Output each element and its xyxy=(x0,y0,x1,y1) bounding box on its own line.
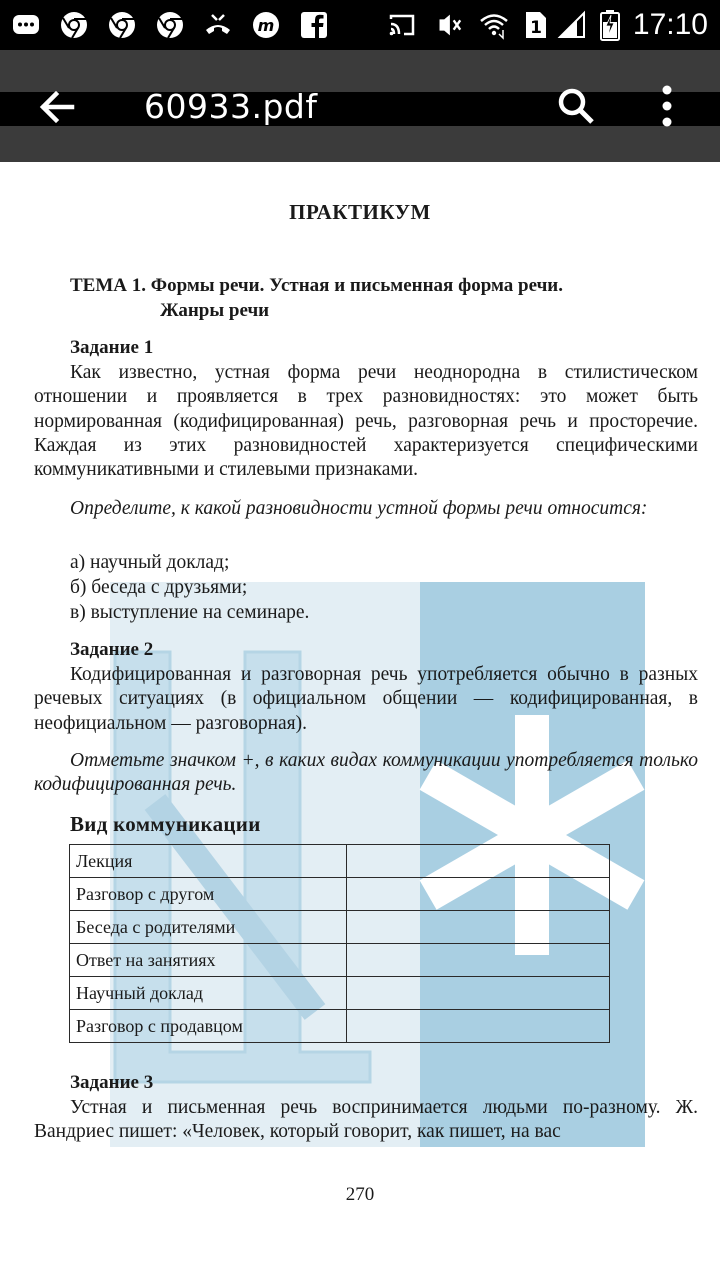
search-icon xyxy=(556,86,596,126)
table-row xyxy=(70,977,610,1010)
page-number: 270 xyxy=(345,1184,375,1205)
sim-icon xyxy=(520,9,552,41)
table-row xyxy=(70,911,610,944)
search-button[interactable] xyxy=(550,82,602,130)
task-2-text: Кодифицированная и разговорная речь употребляется обычно в разных речевых ситуациях (в официальном общении — кодифицированная, в неофициальном — разговорная). xyxy=(34,664,698,734)
call-icon xyxy=(202,9,234,41)
battery-icon xyxy=(594,9,626,41)
task-3-title: Задание 3 xyxy=(70,1072,154,1093)
list-item: а) научный доклад; xyxy=(70,552,230,573)
more-vert-icon xyxy=(661,84,673,128)
table-cell-mark[interactable] xyxy=(347,944,610,977)
table-title: Вид коммуникации xyxy=(70,812,261,836)
svg-text:1: 1 xyxy=(530,18,542,38)
table-row xyxy=(70,845,610,878)
table-cell-mark[interactable] xyxy=(347,845,610,878)
vibrate-icon xyxy=(432,9,464,41)
app-bar xyxy=(0,92,720,126)
page-text-layer xyxy=(0,162,720,1280)
app-m-icon xyxy=(250,9,282,41)
task-3-text: Устная и письменная речь воспринимается людьми по-разному. Ж. Вандриес пишет: «Человек, который говорит, как пишет, на вас xyxy=(34,1097,698,1143)
table-cell-mark[interactable] xyxy=(347,878,610,911)
table-row xyxy=(70,944,610,977)
clock-time: 17:10 xyxy=(632,8,708,41)
document-title: 60933.pdf xyxy=(144,87,318,126)
table-cell-mark[interactable] xyxy=(347,911,610,944)
communication-table xyxy=(69,844,610,1043)
task-1-text: Как известно, устная форма речи неоднородна в стилистическом отношении и проявляется в трех разновидностях: это может быть нормированная (кодифицированная) речь, разговорная речь и просторечие. Каждая из этих разновидностей характеризуется специфическими коммуникативными и стилевыми признаками. xyxy=(34,362,698,481)
table-cell-mark[interactable] xyxy=(347,1010,610,1043)
svg-text:m: m xyxy=(257,16,275,35)
topic-title: ТЕМА 1. Формы речи. Устная и письменная форма речи. xyxy=(70,275,563,296)
table-row xyxy=(70,1010,610,1043)
app-bar-upper xyxy=(0,50,720,92)
table-cell-type: Разговор с другом xyxy=(70,878,347,911)
facebook-icon xyxy=(298,9,330,41)
page-heading: ПРАКТИКУМ xyxy=(289,200,431,224)
overflow-menu-button[interactable] xyxy=(644,82,690,130)
table-row xyxy=(70,878,610,911)
cast-icon xyxy=(386,9,418,41)
app-bar-lower xyxy=(0,126,720,162)
table-cell-type: Лекция xyxy=(70,845,347,878)
task-2-title: Задание 2 xyxy=(70,639,154,660)
pdf-page[interactable] xyxy=(0,162,720,1280)
back-arrow-icon xyxy=(36,87,76,127)
table-cell-type: Ответ на занятиях xyxy=(70,944,347,977)
list-item: в) выступление на семинаре. xyxy=(70,602,310,623)
table-cell-type: Научный доклад xyxy=(70,977,347,1010)
task-1-title: Задание 1 xyxy=(70,337,154,358)
chrome-icon xyxy=(106,9,138,41)
chrome-icon xyxy=(58,9,90,41)
task-1-instruction: Определите, к какой разновидности устной формы речи относится: xyxy=(70,498,648,519)
topic-subtitle: Жанры речи xyxy=(160,300,270,321)
table-cell-type: Беседа с родителями xyxy=(70,911,347,944)
status-bar xyxy=(0,0,720,50)
chrome-icon xyxy=(154,9,186,41)
task-2-instruction: Отметьте значком +, в каких видах коммуникации употребляется только кодифицированная речь. xyxy=(34,750,698,796)
signal-icon xyxy=(556,9,588,41)
table-cell-type: Разговор с продавцом xyxy=(70,1010,347,1043)
table-cell-mark[interactable] xyxy=(347,977,610,1010)
wifi-icon xyxy=(478,9,510,41)
chat-icon xyxy=(10,9,42,41)
list-item: б) беседа с друзьями; xyxy=(70,577,248,598)
back-button[interactable] xyxy=(30,84,82,130)
